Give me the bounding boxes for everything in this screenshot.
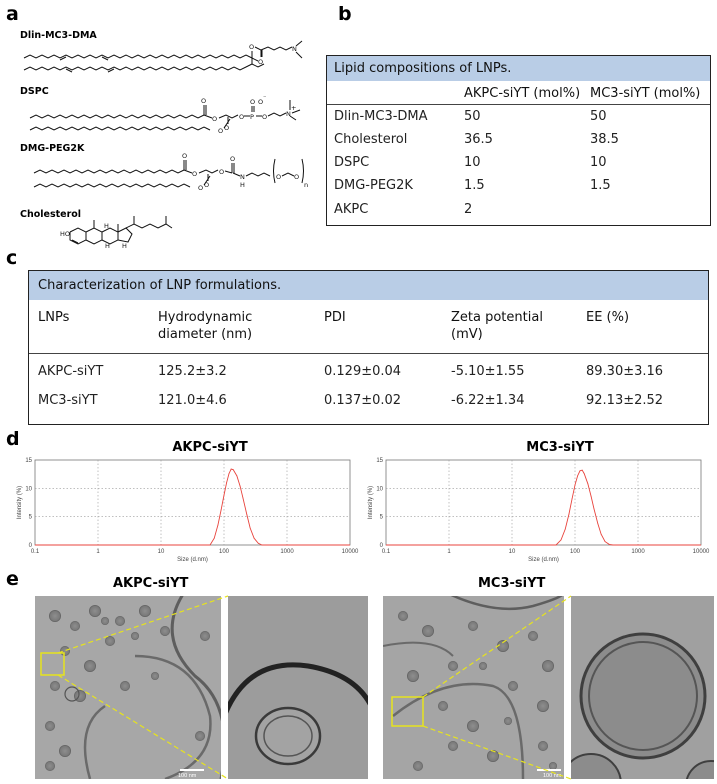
x-tick-label: 0.1 [381, 549, 391, 555]
atom-n: N [286, 110, 291, 118]
panel-label-e: e [6, 568, 19, 590]
cell-value: 38.5 [590, 132, 619, 147]
atom-o: O [224, 124, 230, 132]
atom-o: O [192, 170, 198, 178]
x-axis-label: Size (d.nm) [177, 557, 208, 563]
atom-h: H [122, 242, 127, 250]
row-label: DSPC [334, 155, 370, 170]
atom-o: O [212, 115, 218, 123]
column-header: EE (%) [586, 310, 630, 325]
x-tick-label: 100 [218, 549, 230, 555]
image-title-mc3: MC3-siYT [478, 576, 546, 591]
atom-o: O [239, 113, 245, 121]
row-label: Cholesterol [334, 132, 408, 147]
plot-title-mc3: MC3-siYT [526, 440, 594, 455]
x-tick-label: 10000 [692, 549, 710, 555]
scale-bar-label: 100 nm [543, 773, 562, 779]
atom-o: O [204, 181, 210, 189]
cell-value: 0.129±0.04 [324, 364, 402, 379]
column-header: PDI [324, 310, 346, 325]
x-tick-label: 10 [157, 549, 165, 555]
row-label: Dlin-MC3-DMA [334, 109, 428, 124]
y-tick-label: 5 [28, 514, 32, 521]
cell-value: 36.5 [464, 132, 493, 147]
atom-o: O [258, 98, 264, 106]
atom-o: O [294, 173, 300, 181]
atom-o: O [201, 97, 207, 105]
atom-o: O [182, 152, 188, 160]
y-tick-label: 0 [28, 543, 32, 549]
cell-value: 50 [464, 109, 481, 124]
molecule-name-mc3: Dlin-MC3-DMA [20, 30, 97, 41]
column-header: diameter (nm) [158, 327, 253, 342]
atom-o: O [249, 43, 255, 51]
atom-o: O [198, 184, 204, 192]
x-tick-label: 10000 [341, 549, 359, 555]
column-header: LNPs [38, 310, 70, 325]
cell-value: 121.0±4.6 [158, 393, 227, 408]
cell-value: 1.5 [590, 178, 611, 193]
atom-o: O [276, 173, 282, 181]
table-title: Characterization of LNP formulations. [29, 271, 708, 300]
atom-n: N [292, 45, 297, 53]
cell-value: 92.13±2.52 [586, 393, 664, 408]
y-tick-label: 10 [25, 486, 32, 493]
image-title-akpc: AKPC-siYT [113, 576, 189, 591]
x-tick-label: 100 [569, 549, 581, 555]
molecule-name-cholesterol: Cholesterol [20, 209, 82, 220]
y-axis-label: Intensity (%) [368, 485, 374, 520]
molecule-name-dspc: DSPC [20, 86, 49, 97]
column-header: (mV) [451, 327, 483, 342]
atom-h: H [240, 181, 245, 189]
row-label: AKPC [334, 202, 369, 217]
atom-ho: HO [60, 230, 71, 238]
charge-plus: + [291, 104, 297, 112]
cell-value: 125.2±3.2 [158, 364, 227, 379]
row-label: MC3-siYT [38, 393, 98, 408]
y-tick-label: 5 [379, 514, 383, 521]
cell-value: 89.30±3.16 [586, 364, 664, 379]
cell-value: 10 [464, 155, 481, 170]
panel-label-a: a [6, 3, 19, 25]
panel-label-b: b [338, 3, 352, 25]
x-tick-label: 10 [508, 549, 516, 555]
atom-n: N [240, 173, 245, 181]
x-axis-label: Size (d.nm) [528, 557, 559, 563]
column-header: Hydrodynamic [158, 310, 253, 325]
cell-value: -5.10±1.55 [451, 364, 525, 379]
y-axis-label: Intensity (%) [17, 485, 23, 520]
cell-value: -6.22±1.34 [451, 393, 525, 408]
panel-label-d: d [6, 428, 20, 450]
atom-h: H [104, 222, 109, 230]
x-tick-label: 1 [96, 549, 100, 555]
scale-bar-label: 100 nm [178, 773, 197, 779]
y-tick-label: 0 [379, 543, 383, 549]
cell-value: 1.5 [464, 178, 485, 193]
atom-o: O [219, 168, 225, 176]
y-tick-label: 15 [25, 458, 32, 464]
atom-o: O [250, 98, 256, 106]
table-title: Lipid compositions of LNPs. [327, 56, 710, 81]
y-tick-label: 10 [376, 486, 383, 493]
charge-minus: ⁻ [263, 94, 267, 102]
column-header: Zeta potential [451, 310, 543, 325]
cell-value: 2 [464, 202, 473, 217]
cell-value: 10 [590, 155, 607, 170]
plot-title-akpc: AKPC-siYT [172, 440, 248, 455]
atom-n-repeat: n [304, 181, 309, 189]
atom-o: O [262, 113, 268, 121]
atom-o: O [258, 58, 264, 66]
atom-p: P [250, 113, 254, 121]
panel-label-c: c [6, 247, 18, 269]
atom-o: O [230, 155, 236, 163]
x-tick-label: 1000 [280, 549, 294, 555]
row-label: AKPC-siYT [38, 364, 104, 379]
x-tick-label: 1000 [631, 549, 645, 555]
x-tick-label: 0.1 [30, 549, 40, 555]
molecule-name-dmg-peg2k: DMG-PEG2K [20, 143, 85, 154]
row-label: DMG-PEG2K [334, 178, 413, 193]
cell-value: 50 [590, 109, 607, 124]
x-tick-label: 1 [447, 549, 451, 555]
atom-o: O [218, 127, 224, 135]
column-header: MC3-siYT (mol%) [590, 86, 701, 101]
cell-value: 0.137±0.02 [324, 393, 402, 408]
y-tick-label: 15 [376, 458, 383, 464]
column-header: AKPC-siYT (mol%) [464, 86, 581, 101]
atom-h: H [105, 242, 110, 250]
